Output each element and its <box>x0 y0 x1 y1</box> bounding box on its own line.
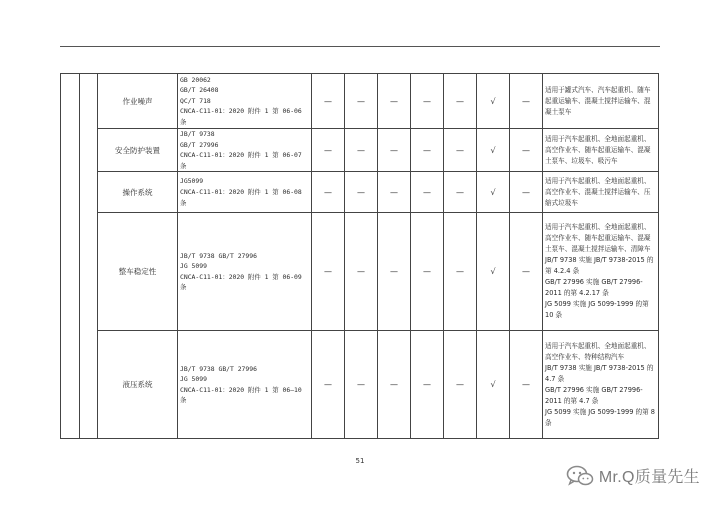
note-cell: 适用于汽车起重机、全地面起重机、高空作业车、混凝土搅拌运输车、压缩式垃圾车 <box>543 172 659 213</box>
table-row <box>61 331 659 439</box>
feature-cell: 整车稳定性 <box>98 213 178 331</box>
standards-cell: JG5099 CNCA-C11-01：2020 附件 1 第 06-08 条 <box>178 172 312 213</box>
table-row <box>61 129 659 172</box>
watermark-text: Mr.Q质量先生 <box>598 469 700 486</box>
applicable-mark: √ <box>477 74 510 129</box>
standards-cell: JB/T 9738 GB/T 27996 JG 5099 CNCA-C11-01：2020 附件 1 第 06—10 条 <box>178 331 312 439</box>
note-cell: 适用于罐式汽车、汽车起重机、随车起重运输车、混凝土搅拌运输车、混凝土泵车 <box>543 74 659 129</box>
feature-cell: 作业噪声 <box>98 74 178 129</box>
applicable-mark: √ <box>477 129 510 172</box>
not-applicable-mark: — <box>411 129 444 172</box>
not-applicable-mark: — <box>378 172 411 213</box>
standards-cell: JB/T 9738 GB/T 27996 CNCA-C11-01：2020 附件 1 第 06-07 条 <box>178 129 312 172</box>
applicable-mark: √ <box>477 213 510 331</box>
not-applicable-mark: — <box>312 74 345 129</box>
not-applicable-mark: — <box>378 213 411 331</box>
not-applicable-mark: — <box>411 213 444 331</box>
note-cell: 适用于汽车起重机、全地面起重机、高空作业车、特种结构汽车 JB/T 9738 实施 JB/T 9738-2015 的 4.7 条 GB/T 27996 实施 GB/T 27996-2011 的第 4.7 条 JG 5099 实施 JG 5099-1999 的第 8 条 <box>543 331 659 439</box>
not-applicable-mark: — <box>345 172 378 213</box>
not-applicable-mark: — <box>444 129 477 172</box>
not-applicable-mark: — <box>444 213 477 331</box>
standards-cell: JB/T 9738 GB/T 27996 JG 5099 CNCA-C11-01：2020 附件 1 第 06-09 条 <box>178 213 312 331</box>
not-applicable-mark: — <box>510 172 543 213</box>
not-applicable-mark: — <box>378 331 411 439</box>
not-applicable-mark: — <box>378 74 411 129</box>
table-row <box>61 74 659 129</box>
applicable-mark: √ <box>477 331 510 439</box>
not-applicable-mark: — <box>345 129 378 172</box>
not-applicable-mark: — <box>345 213 378 331</box>
not-applicable-mark: — <box>510 213 543 331</box>
not-applicable-mark: — <box>444 331 477 439</box>
not-applicable-mark: — <box>312 331 345 439</box>
not-applicable-mark: — <box>411 331 444 439</box>
page-number: 51 <box>355 457 365 465</box>
not-applicable-mark: — <box>510 129 543 172</box>
not-applicable-mark: — <box>345 331 378 439</box>
wechat-icon <box>566 465 594 487</box>
not-applicable-mark: — <box>411 74 444 129</box>
table-body <box>61 74 659 439</box>
table-row <box>61 172 659 213</box>
not-applicable-mark: — <box>378 129 411 172</box>
requirements-table <box>60 73 659 439</box>
not-applicable-mark: — <box>312 172 345 213</box>
watermark <box>566 464 700 487</box>
table-row <box>61 213 659 331</box>
feature-cell: 液压系统 <box>98 331 178 439</box>
applicable-mark: √ <box>477 172 510 213</box>
feature-cell: 安全防护装置 <box>98 129 178 172</box>
note-cell: 适用于汽车起重机、全地面起重机、高空作业车、随车起重运输车、混凝土泵车、混凝土搅拌运输车、清障车 JB/T 9738 实施 JB/T 9738-2015 的第 4.2.4 条 GB/T 27996 实施 GB/T 27996-2011 的第 4.2.17 条 JG 5099 实施 JG 5099-1999 的第 10 条 <box>543 213 659 331</box>
note-cell: 适用于汽车起重机、全地面起重机、高空作业车、随车起重运输车、混凝土泵车、垃圾车、吸污车 <box>543 129 659 172</box>
not-applicable-mark: — <box>444 172 477 213</box>
feature-cell: 操作系统 <box>98 172 178 213</box>
group-cell <box>80 74 98 439</box>
not-applicable-mark: — <box>510 331 543 439</box>
not-applicable-mark: — <box>510 74 543 129</box>
header-rule <box>60 46 660 47</box>
index-cell <box>61 74 80 439</box>
not-applicable-mark: — <box>312 213 345 331</box>
not-applicable-mark: — <box>411 172 444 213</box>
not-applicable-mark: — <box>312 129 345 172</box>
standards-cell: GB 20062 GB/T 26408 QC/T 718 CNCA-C11-01：2020 附件 1 第 06-06 条 <box>178 74 312 129</box>
not-applicable-mark: — <box>345 74 378 129</box>
not-applicable-mark: — <box>444 74 477 129</box>
